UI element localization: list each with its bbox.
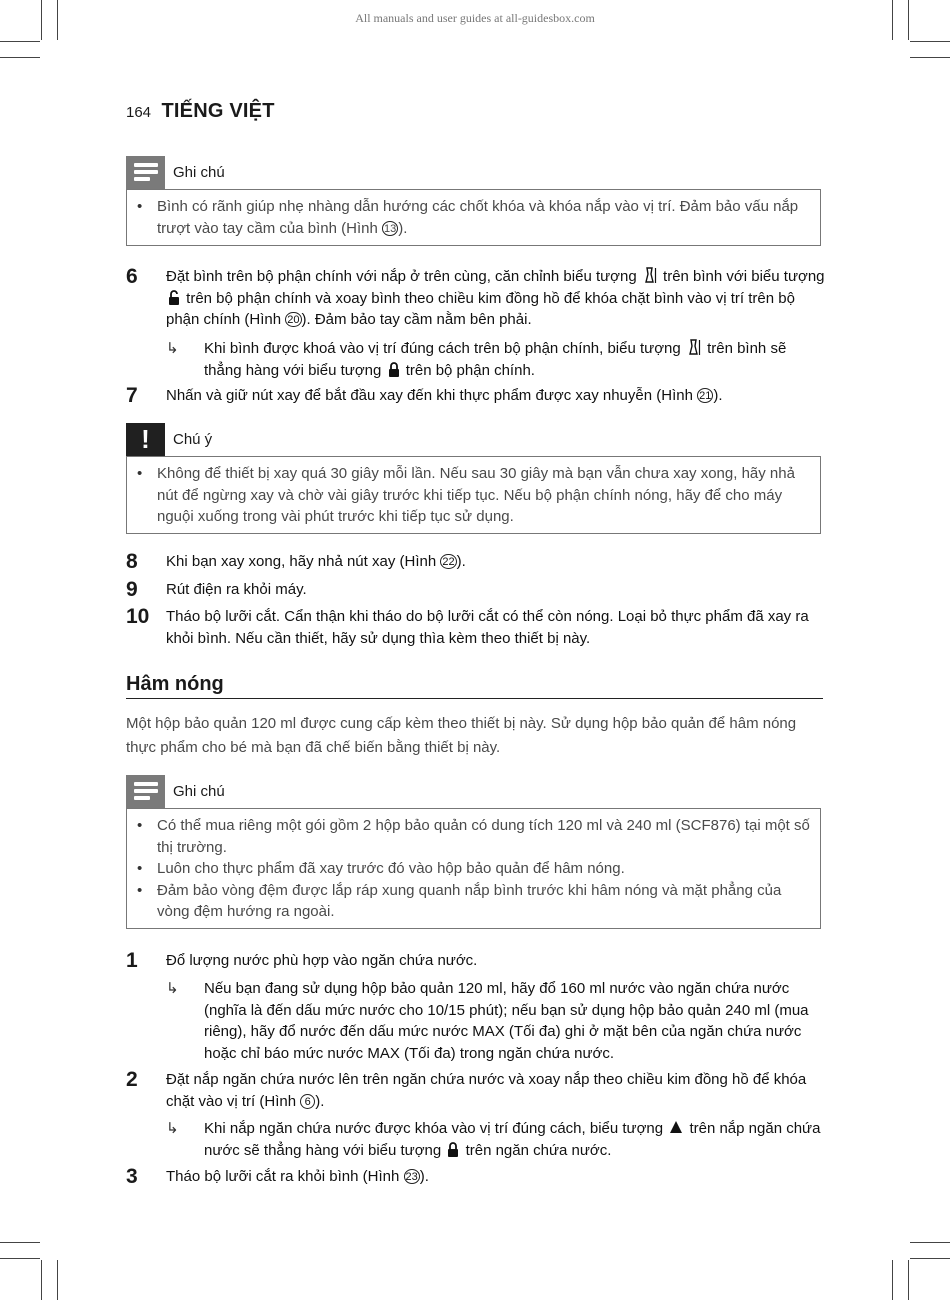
step-text bbox=[166, 551, 826, 573]
step-text: Rút điện ra khỏi máy. bbox=[166, 581, 307, 598]
lock-icon bbox=[388, 362, 400, 377]
page-header bbox=[126, 100, 275, 123]
caution-item: • Không để thiết bị xay quá 30 giây mỗi lần. Nếu sau 30 giây mà bạn vẫn chưa xay xong, hãy nhả nút để ngừng xay và chờ vài giây trước khi tiếp tục. Nếu bộ phận chính nóng, hãy để cho máy nguội xuống trong vài phút trước khi tiếp tục sử dụng. bbox=[137, 463, 810, 528]
step-text bbox=[166, 1069, 826, 1112]
result-text: Nếu bạn đang sử dụng hộp bảo quản 120 ml, hãy đổ 160 ml nước vào ngăn chứa nước (nghĩa là đến dấu mức nước cho 10/15 phút); nếu bạn sử dụng hộp bảo quản 240 ml (mua riêng), hãy đổ nước đến dấu mức nước MAX (Tối đa) ghi ở mặt bên của ngăn chứa nước hoặc chỉ báo mức nước MAX (Tối đa) trong ngăn chứa nước. bbox=[204, 980, 809, 1062]
result-text-part: trên bộ phận chính. bbox=[405, 361, 535, 379]
crop-mark bbox=[892, 1260, 893, 1300]
note-item-text: Bình có rãnh giúp nhẹ nhàng dẫn hướng các chốt khóa và khóa nắp vào vị trí. Đảm bảo vấu nắp trượt vào tay cầm của bình (Hình bbox=[157, 198, 799, 237]
caution-title: Chú ý bbox=[173, 431, 213, 448]
note-header bbox=[126, 775, 225, 808]
note-item bbox=[137, 196, 810, 239]
step bbox=[126, 266, 826, 331]
step-text-part: Đặt nắp ngăn chứa nước lên trên ngăn chứa nước và xoay nắp theo chiều kim đồng hồ để khóa chặt vào vị trí (Hình bbox=[166, 1071, 807, 1110]
caution-header bbox=[126, 423, 212, 456]
step bbox=[126, 606, 826, 649]
crop-mark bbox=[0, 57, 40, 58]
section-intro: Một hộp bảo quản 120 ml được cung cấp kèm theo thiết bị này. Sử dụng hộp bảo quản để hâm nóng thực phẩm cho bé mà bạn đã chế biến bằng thiết bị này. bbox=[126, 715, 797, 756]
note-box bbox=[126, 189, 821, 246]
step bbox=[126, 385, 826, 407]
step-number: 8 bbox=[126, 550, 138, 573]
crop-mark bbox=[0, 41, 40, 42]
result-text-part: trên bình sẽ thẳng hàng với biểu tượng bbox=[204, 340, 787, 379]
step bbox=[126, 950, 826, 972]
step-number: 2 bbox=[126, 1068, 138, 1091]
page-number: 164 bbox=[126, 104, 152, 121]
step-result bbox=[166, 1118, 826, 1161]
note-item: • Đảm bảo vòng đệm được lắp ráp xung quanh nắp bình trước khi hâm nóng và mặt phẳng của vòng đệm hướng ra ngoài. bbox=[137, 880, 810, 923]
caution-box bbox=[126, 456, 821, 534]
note-title: Ghi chú bbox=[173, 164, 225, 181]
step-text-part: trên bình với biểu tượng bbox=[663, 268, 825, 285]
step-text-part: Khi bạn xay xong, hãy nhả nút xay (Hình bbox=[166, 553, 441, 570]
result-text-part: Khi bình được khoá vào vị trí đúng cách trên bộ phận chính, biểu tượng bbox=[204, 340, 681, 357]
note-icon bbox=[126, 775, 165, 808]
step-text-part: ). bbox=[456, 553, 466, 570]
step-text: Đổ lượng nước phù hợp vào ngăn chứa nước. bbox=[166, 952, 478, 969]
section-title: Hâm nóng bbox=[126, 673, 823, 699]
figure-ref: 13 bbox=[383, 222, 397, 235]
step-number: 6 bbox=[126, 265, 138, 288]
lock-icon bbox=[447, 1142, 459, 1157]
jar-alignment-icon bbox=[687, 339, 701, 356]
crop-mark bbox=[910, 57, 950, 58]
crop-mark bbox=[910, 41, 950, 42]
crop-mark bbox=[57, 1260, 58, 1300]
crop-mark bbox=[910, 1242, 950, 1243]
note-box bbox=[126, 808, 821, 929]
result-text bbox=[204, 1118, 826, 1161]
step-number: 10 bbox=[126, 605, 150, 628]
result-text-part: trên nắp ngăn chứa nước sẽ thẳng hàng với biểu tượng bbox=[204, 1120, 821, 1159]
step-text-part: ). bbox=[315, 1092, 325, 1110]
note-item: • Luôn cho thực phẩm đã xay trước đó vào hộp bảo quản để hâm nóng. bbox=[137, 858, 810, 880]
step-text bbox=[166, 1166, 826, 1188]
step bbox=[126, 1166, 826, 1188]
result-text-part: trên ngăn chứa nước. bbox=[465, 1141, 612, 1159]
triangle-icon bbox=[670, 1121, 682, 1133]
note-icon bbox=[126, 156, 165, 189]
crop-mark bbox=[41, 1260, 42, 1300]
result-arrow-icon: ↳ bbox=[166, 340, 179, 357]
crop-mark bbox=[908, 1260, 909, 1300]
figure-ref: 22 bbox=[442, 556, 455, 568]
step-text-part: Nhấn và giữ nút xay để bắt đầu xay đến khi thực phẩm được xay nhuyễn (Hình bbox=[166, 387, 698, 404]
step bbox=[126, 1069, 826, 1112]
jar-alignment-icon bbox=[643, 267, 657, 284]
warning-icon: ! bbox=[126, 423, 165, 456]
step-number: 1 bbox=[126, 949, 138, 972]
step-text bbox=[166, 385, 826, 407]
step bbox=[126, 579, 826, 601]
step-number: 9 bbox=[126, 578, 138, 601]
note-header bbox=[126, 156, 225, 189]
page-language-title: TIẾNG VIỆT bbox=[161, 100, 275, 122]
result-arrow-icon: ↳ bbox=[166, 980, 179, 997]
result-text bbox=[204, 338, 826, 381]
figure-ref: 21 bbox=[699, 390, 712, 402]
step-text-part: Đặt bình trên bộ phận chính với nắp ở trên cùng, căn chỉnh biểu tượng bbox=[166, 268, 637, 285]
figure-ref: 23 bbox=[405, 1171, 418, 1183]
note-item-tail: ). bbox=[398, 219, 408, 237]
figure-ref: 20 bbox=[287, 314, 300, 326]
result-arrow-icon: ↳ bbox=[166, 1120, 179, 1137]
step-text-part: ). bbox=[713, 387, 723, 404]
crop-mark bbox=[0, 1258, 40, 1259]
result-text-part: Khi nắp ngăn chứa nước được khóa vào vị trí đúng cách, biểu tượng bbox=[204, 1120, 664, 1137]
unlock-icon bbox=[168, 290, 180, 305]
figure-ref: 6 bbox=[300, 1094, 315, 1109]
step-text bbox=[166, 266, 826, 331]
step-number: 7 bbox=[126, 384, 138, 407]
step-result bbox=[166, 338, 826, 381]
step-text-part: ). bbox=[419, 1168, 429, 1185]
source-watermark: All manuals and user guides at all-guidesbox.com bbox=[355, 11, 595, 25]
step-text-part: Tháo bộ lưỡi cắt ra khỏi bình (Hình bbox=[166, 1168, 404, 1185]
step-text-part: trên bộ phận chính và xoay bình theo chiều kim đồng hồ để khóa chặt bình vào vị trí trên bộ phận chính (Hình bbox=[166, 289, 795, 328]
step-result bbox=[166, 978, 826, 1064]
note-title: Ghi chú bbox=[173, 783, 225, 800]
crop-mark bbox=[910, 1258, 950, 1259]
step-number: 3 bbox=[126, 1165, 138, 1188]
step-text: Tháo bộ lưỡi cắt. Cẩn thận khi tháo do bộ lưỡi cắt có thể còn nóng. Loại bỏ thực phẩm đã xay ra khỏi bình. Nếu cần thiết, hãy sử dụng thìa kèm theo thiết bị này. bbox=[166, 608, 809, 647]
step-text-part: ). Đảm bảo tay cầm nằm bên phải. bbox=[301, 311, 532, 328]
crop-mark bbox=[0, 1242, 40, 1243]
note-item: • Có thể mua riêng một gói gồm 2 hộp bảo quản có dung tích 120 ml và 240 ml (SCF876) tại một số thị trường. bbox=[137, 815, 810, 858]
step bbox=[126, 551, 826, 573]
